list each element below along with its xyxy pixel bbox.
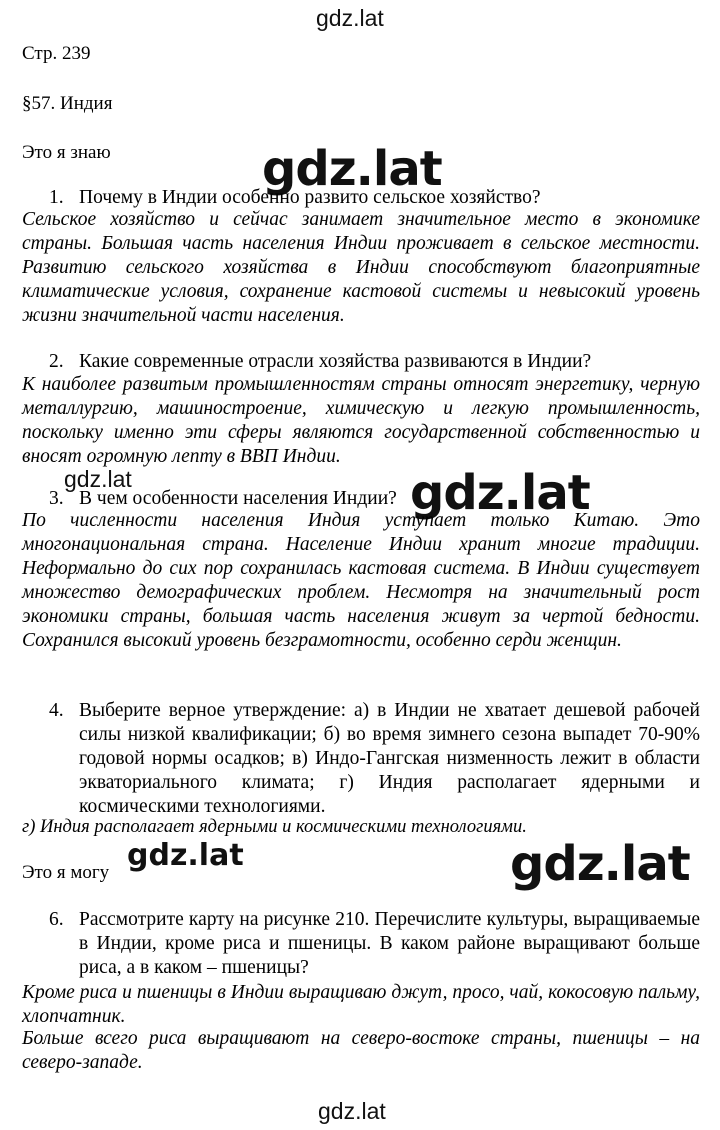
question-number: 1. [49, 187, 64, 208]
question-text: В чем особенности населения Индии? [79, 488, 397, 509]
answer-2: К наиболее развитым промышленностям страны относят энергетику, черную металлургию, машиностроение, химическую и легкую промышленность, поскольку именно эти сферы являются государственной собственностью и вносят огромную лепту в ВВП Индии. [22, 374, 700, 467]
watermark-bottom: gdz.lat [318, 1098, 386, 1124]
watermark-large-3: gdz.lat [510, 836, 690, 892]
answer-6a: Кроме риса и пшеницы в Индии выращиваю джут, просо, чай, кокосовую пальму, хлопчатник. [22, 982, 700, 1027]
answer-1: Сельское хозяйство и сейчас занимает значительное место в экономике страны. Большая часть населения Индии проживает в сельское местности. Развитию сельского хозяйства в Индии способствуют благоприятные климатические условия, сохранение кастовой системы и невысокий уровень жизни значительной части населения. [22, 209, 700, 326]
question-6 [49, 908, 700, 980]
question-1 [49, 186, 669, 210]
question-2 [49, 350, 669, 374]
watermark-medium: gdz.lat [127, 838, 244, 873]
question-number: 4. [49, 700, 64, 721]
answer-6b: Больше всего риса выращивают на северо-востоке страны, пшеницы – на северо-западе. [22, 1028, 700, 1073]
section-title: §57. Индия [22, 93, 113, 114]
answer-4: г) Индия располагает ядерными и космическими технологиями. [22, 817, 527, 837]
question-number: 6. [49, 909, 64, 930]
watermark-top: gdz.lat [316, 5, 384, 31]
question-4 [49, 699, 700, 819]
question-number: 3. [49, 488, 64, 509]
page-number: Стр. 239 [22, 43, 91, 64]
watermark-small-left: gdz.lat [64, 466, 132, 492]
answer-3: По численности населения Индия уступает только Китаю. Это многонациональная страна. Население Индии хранит многие традиции. Неформально до сих пор сохранилась кастовая система. В Индии существует множество демографических проблем. Несмотря на значительный рост экономики страны, большая часть населения живут за чертой бедности. Сохранился высокий уровень безграмотности, особенно серди женщин. [22, 510, 700, 651]
question-text: Какие современные отрасли хозяйства развиваются в Индии? [79, 351, 592, 372]
question-text: Выберите верное утверждение: а) в Индии не хватает дешевой рабочей силы низкой квалификации; б) во время зимнего сезона выпадет 70-90% годовой нормы осадков; в) Индо-Гангская низменность лежит в области экваториального климата; г) Индия располагает ядерными и космическими технологиями. [79, 700, 700, 817]
watermark-large-1: gdz.lat [262, 141, 442, 197]
heading-i-can: Это я могу [22, 862, 110, 883]
heading-i-know: Это я знаю [22, 142, 111, 163]
question-text: Рассмотрите карту на рисунке 210. Перечислите культуры, выращиваемые в Индии, кроме риса и пшеницы. В каком районе выращивают больше риса, а в каком – пшеницы? [79, 909, 700, 978]
watermark-large-2: gdz.lat [410, 465, 590, 521]
question-3 [49, 487, 449, 511]
question-text: Почему в Индии особенно развито сельское хозяйство? [79, 187, 541, 208]
question-number: 2. [49, 351, 64, 372]
